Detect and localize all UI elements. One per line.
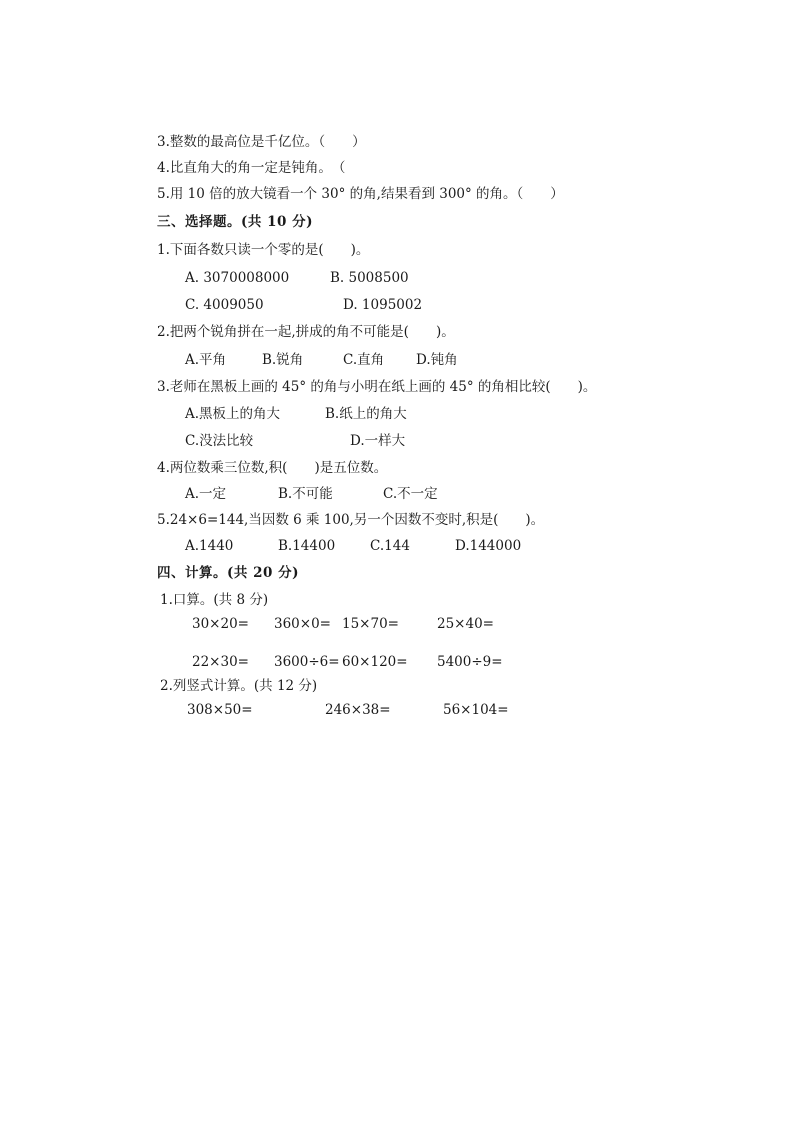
choice-question-5: 5.24×6=144,当因数 6 乘 100,另一个因数不变时,积是( )。 [157, 512, 545, 528]
choice-1-option-d: D. 1095002 [343, 297, 423, 313]
choice-5-option-a: A.1440 [185, 538, 234, 554]
vertical-calc-item: 56×104= [443, 702, 509, 718]
oral-calc-item: 25×40= [437, 616, 494, 632]
choice-4-option-c: C.不一定 [383, 486, 438, 502]
judgement-item-4: 4.比直角大的角一定是钝角。 （ [157, 160, 346, 176]
oral-calc-item: 360×0= [274, 616, 331, 632]
vertical-calc-title: 2.列竖式计算。(共 12 分) [160, 678, 318, 694]
section-heading-choice: 三、选择题。(共 10 分) [157, 214, 313, 230]
choice-3-option-b: B.纸上的角大 [325, 406, 407, 422]
vertical-calc-item: 308×50= [187, 702, 253, 718]
choice-2-option-c: C.直角 [343, 352, 385, 368]
choice-question-1: 1.下面各数只读一个零的是( )。 [157, 242, 370, 258]
choice-1-option-b: B. 5008500 [330, 270, 409, 286]
oral-calc-item: 15×70= [342, 616, 399, 632]
choice-1-option-c: C. 4009050 [185, 297, 264, 313]
oral-calc-item: 22×30= [192, 654, 249, 670]
choice-5-option-c: C.144 [370, 538, 410, 554]
choice-3-option-d: D.一样大 [350, 433, 406, 449]
choice-5-option-b: B.14400 [278, 538, 336, 554]
choice-2-option-a: A.平角 [185, 352, 227, 368]
judgement-item-3: 3.整数的最高位是千亿位。（ ） [157, 134, 366, 150]
vertical-calc-item: 246×38= [325, 702, 391, 718]
choice-4-option-a: A.一定 [185, 486, 227, 502]
oral-calc-item: 30×20= [192, 616, 249, 632]
choice-3-option-a: A.黑板上的角大 [185, 406, 281, 422]
oral-calc-title: 1.口算。(共 8 分) [160, 592, 269, 608]
choice-2-option-b: B.锐角 [262, 352, 304, 368]
choice-1-option-a: A. 3070008000 [185, 270, 290, 286]
choice-3-option-c: C.没法比较 [185, 433, 254, 449]
choice-4-option-b: B.不可能 [278, 486, 333, 502]
choice-5-option-d: D.144000 [455, 538, 522, 554]
oral-calc-item: 5400÷9= [437, 654, 503, 670]
choice-2-option-d: D.钝角 [416, 352, 458, 368]
choice-question-3: 3.老师在黑板上画的 45° 的角与小明在纸上画的 45° 的角相比较( )。 [157, 379, 597, 395]
judgement-item-5: 5.用 10 倍的放大镜看一个 30° 的角,结果看到 300° 的角。（ ） [157, 186, 564, 202]
choice-question-4: 4.两位数乘三位数,积( )是五位数。 [157, 460, 388, 476]
choice-question-2: 2.把两个锐角拼在一起,拼成的角不可能是( )。 [157, 324, 455, 340]
oral-calc-item: 3600÷6= [274, 654, 340, 670]
section-heading-calc: 四、计算。(共 20 分) [157, 565, 299, 581]
oral-calc-item: 60×120= [342, 654, 408, 670]
